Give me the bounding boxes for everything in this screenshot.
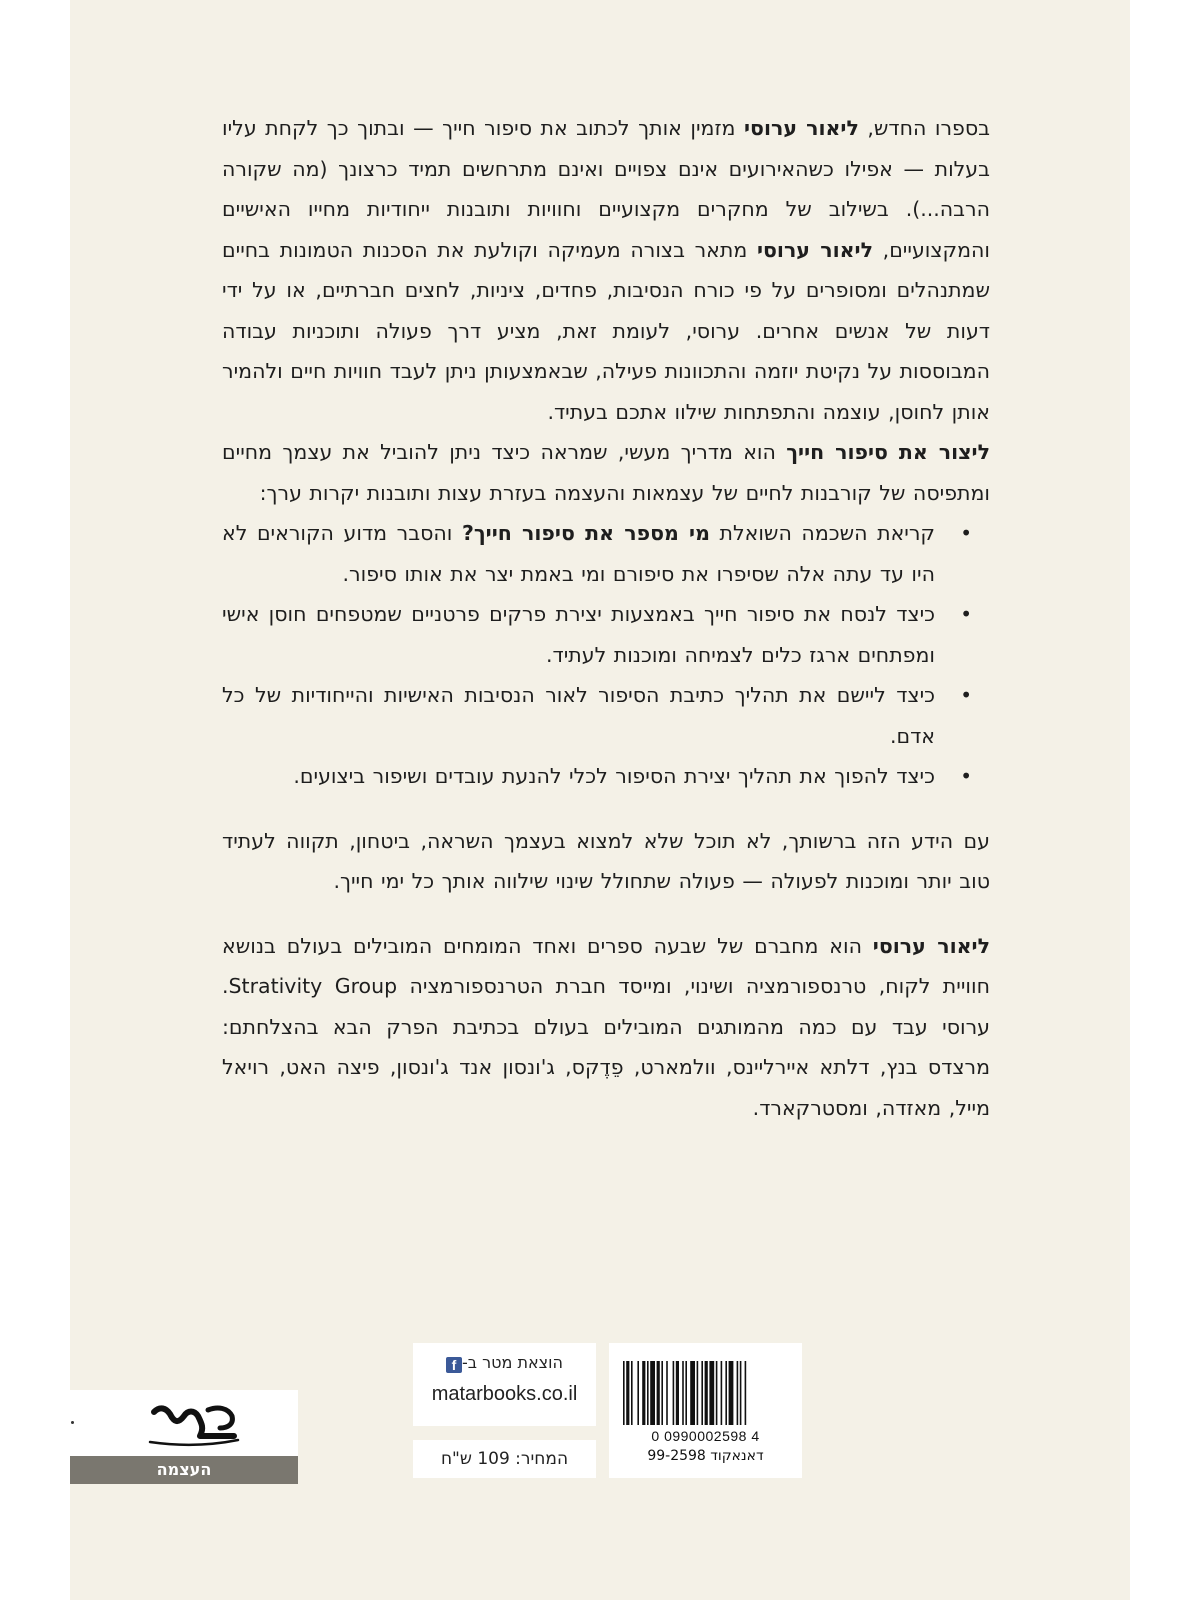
- barcode-bar: [729, 1361, 734, 1425]
- bullet-text: והסבר מדוע הקוראים לא היו עד עתה אלה שסיפרו את סיפורם ומי באמת יצר את אותו סיפור.: [222, 521, 935, 586]
- knowledge-paragraph: עם הידע הזה ברשותך, לא תוכל שלא למצוא בעצמך השראה, ביטחון, תקווה לעתיד טוב יותר ומוכנות לפעולה — פעולה שתחולל שינוי שילווה אותך כל ימי חייך.: [222, 828, 990, 893]
- barcode-bar: [745, 1361, 747, 1425]
- bullet-list: [222, 513, 990, 797]
- author-bio-text: הוא מחברם של שבעה ספרים ואחד המומחים המובילים בעולם בנושא חוויית לקוח, טרנספורמציה ושינוי, ומייסד חברת הטרנספורמציה Strativity Group. ערוסי עבד עם כמה מהמותגים המובילים בעולם בכתיבת הפרק הבא בהצלחתם: מרצדס בנץ, דלתא איירליינס, וולמארט, פֵדֶקס, ג'ונסון אנד ג'ונסון, פיצה האט, רויאל מייל, מאזדה, ומסטרקארד.: [222, 933, 990, 1120]
- list-item: • כיצד להפוך את תהליך יצירת הסיפור לכלי להנעת עובדים ושיפור ביצועים.: [222, 756, 935, 797]
- barcode-bar: [657, 1361, 660, 1425]
- trim-mark: [71, 1421, 74, 1424]
- barcode-bar: [716, 1361, 718, 1425]
- barcode-bar: [685, 1361, 687, 1425]
- author-name: ליאור ערוסי: [756, 237, 873, 262]
- barcode-bar: [626, 1361, 629, 1425]
- publisher-box: [413, 1343, 596, 1426]
- matar-logo: [148, 1398, 240, 1448]
- bullet-bold-question: מי מספר את סיפור חייך?: [461, 521, 710, 545]
- intro-text-2: מזמין אותך לכתוב את סיפור חייך — ובתוך כך לקחת עליו בעלות — אפילו כשהאירועים אינם צפויים ואינם מתרחשים תמיד כרצונך (מה שקורה הרבה...). בשילוב של מחקרים מקצועיים וחוויות ותובנות ייחודיות מחייו האישיים והמקצועיים,: [222, 116, 990, 262]
- barcode-bar: [623, 1361, 625, 1425]
- publisher-url: matarbooks.co.il: [431, 1383, 578, 1405]
- barcode-label: דאנאקוד 99-2598: [647, 1448, 764, 1464]
- barcode-bar: [631, 1361, 633, 1425]
- guide-text: הוא מדריך מעשי, שמראה כיצד ניתן להוביל את עצמך מחיים ומתפיסה של קורבנות לחיים של עצמאות והעצמה בעזרת עצות ותובנות יקרות ערך:: [222, 440, 990, 505]
- blurb-text: [222, 108, 990, 1128]
- barcode-bar: [650, 1361, 655, 1425]
- barcode-bar: [705, 1361, 708, 1425]
- list-item: • כיצד לנסח את סיפור חייך באמצעות יצירת פרקים פרטניים שמטפחים חוסן אישי ומפתחים ארגז כלים לצמיחה ומוכנות לעתיד.: [222, 594, 935, 675]
- publisher-line: [413, 1353, 596, 1373]
- facebook-icon: f: [446, 1357, 462, 1373]
- barcode-bar: [690, 1361, 695, 1425]
- barcode-bar: [740, 1361, 742, 1425]
- barcode-bar: [701, 1361, 703, 1425]
- intro-paragraph: [222, 108, 990, 432]
- barcode-bar: [637, 1361, 639, 1425]
- barcode-box: [609, 1343, 802, 1478]
- guide-paragraph: [222, 432, 990, 513]
- series-name-bar: העצמה: [70, 1456, 298, 1484]
- barcode-bar: [709, 1361, 714, 1425]
- barcode-bar: [682, 1361, 684, 1425]
- author-name: ליאור ערוסי: [743, 116, 859, 140]
- barcode-bar: [697, 1361, 699, 1425]
- barcode-bar: [721, 1361, 723, 1425]
- intro-text-3: מתאר בצורה מעמיקה וקולעת את הסכנות הטמונות בחיים שמתנהלים ומסופרים על פי כורח הנסיבות, פחדים, ציניות, לחצים חברתיים, או על ידי דעות של אנשים אחרים. ערוסי, לעומת זאת, מציע דרך פעולה ותוכניות עבודה המבוססות על נקיטת יוזמה והתכוונות פעילה, שבאמצעותן ניתן לעבד חוויות חיים ולהמיר אותן לחוסן, עוצמה והתפתחות שילוו אתכם בעתיד.: [222, 237, 990, 424]
- barcode-bar: [737, 1361, 739, 1425]
- list-item: • כיצד ליישם את תהליך כתיבת הסיפור לאור הנסיבות האישיות והייחודיות של כל אדם.: [222, 675, 935, 756]
- barcode-bar: [666, 1361, 668, 1425]
- author-name: ליאור ערוסי: [872, 933, 990, 958]
- book-title: ליצור את סיפור חייך: [786, 440, 990, 464]
- price-label: המחיר: 109 ש"ח: [413, 1440, 596, 1478]
- barcode-bar: [661, 1361, 663, 1425]
- barcode-bar: [642, 1361, 645, 1425]
- barcode-number: 0 0990002598 4: [651, 1428, 760, 1444]
- publisher-text: הוצאת מטר ב-: [462, 1353, 563, 1372]
- author-bio-paragraph: [222, 926, 990, 1129]
- list-item: [222, 513, 935, 594]
- barcode-bar: [676, 1361, 679, 1425]
- barcode-image: [623, 1361, 788, 1425]
- bullet-text: קריאת השכמה השואלת: [709, 521, 935, 545]
- intro-text-1: בספרו החדש,: [858, 116, 990, 140]
- barcode-bar: [725, 1361, 727, 1425]
- barcode-bar: [673, 1361, 675, 1425]
- barcode-bar: [647, 1361, 649, 1425]
